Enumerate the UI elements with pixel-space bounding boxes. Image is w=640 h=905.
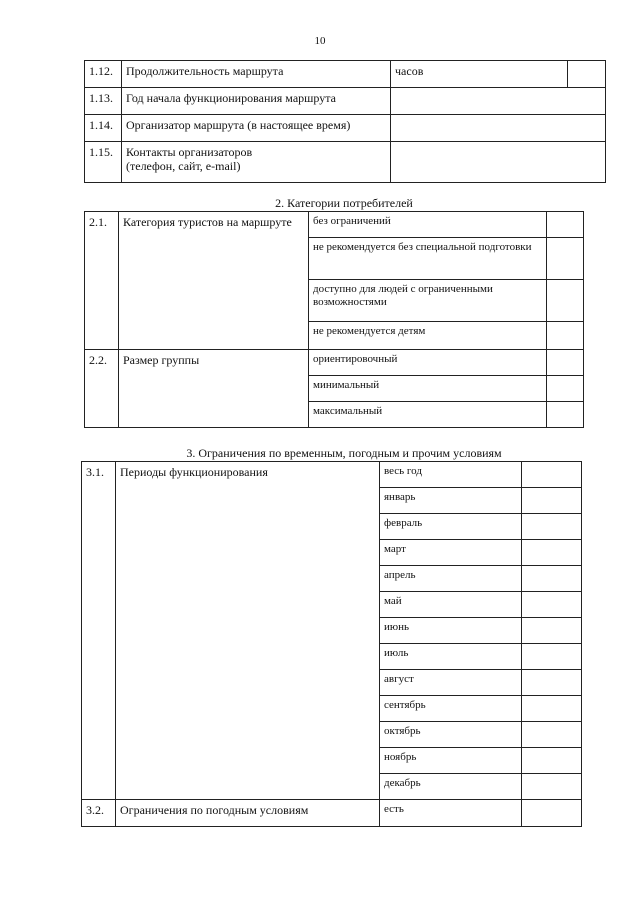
- table-row: [82, 800, 582, 827]
- row-number: 1.13.: [85, 88, 122, 115]
- route-info-table: [84, 60, 606, 183]
- option-checkbox[interactable]: [522, 696, 582, 722]
- option-label: доступно для людей с ограниченными возможностями: [309, 280, 547, 322]
- section-title: 3. Ограничения по временным, погодным и прочим условиям: [186, 446, 502, 460]
- table-row: [85, 115, 606, 142]
- table-row: [85, 350, 584, 376]
- option-checkbox[interactable]: [522, 644, 582, 670]
- option-label: минимальный: [309, 376, 547, 402]
- option-checkbox[interactable]: [547, 280, 584, 322]
- row-number: 3.1.: [82, 462, 116, 800]
- option-checkbox[interactable]: [522, 618, 582, 644]
- option-label: не рекомендуется детям: [309, 322, 547, 350]
- option-label: январь: [380, 488, 522, 514]
- row-number: 3.2.: [82, 800, 116, 827]
- option-checkbox[interactable]: [522, 566, 582, 592]
- option-label: весь год: [380, 462, 522, 488]
- option-checkbox[interactable]: [547, 212, 584, 238]
- option-checkbox[interactable]: [522, 514, 582, 540]
- option-checkbox[interactable]: [547, 376, 584, 402]
- option-label: март: [380, 540, 522, 566]
- row-value[interactable]: [391, 88, 606, 115]
- option-checkbox[interactable]: [522, 488, 582, 514]
- option-label: апрель: [380, 566, 522, 592]
- option-label: максимальный: [309, 402, 547, 428]
- row-number: 1.14.: [85, 115, 122, 142]
- row-label-line: Контакты организаторов: [126, 145, 253, 159]
- option-label: июль: [380, 644, 522, 670]
- section-title: 2. Категории потребителей: [275, 196, 413, 210]
- option-checkbox[interactable]: [522, 774, 582, 800]
- option-label: октябрь: [380, 722, 522, 748]
- option-label: ноябрь: [380, 748, 522, 774]
- option-checkbox[interactable]: [547, 238, 584, 280]
- row-value[interactable]: [391, 142, 606, 183]
- row-label: Размер группы: [119, 350, 309, 428]
- option-label: не рекомендуется без специальной подготовки: [309, 238, 547, 280]
- row-label: Продолжительность маршрута: [122, 61, 391, 88]
- table-row: [85, 212, 584, 238]
- row-label: Ограничения по погодным условиям: [116, 800, 380, 827]
- option-checkbox[interactable]: [522, 462, 582, 488]
- table-row: [85, 88, 606, 115]
- row-number: 2.2.: [85, 350, 119, 428]
- option-label: август: [380, 670, 522, 696]
- row-label-line: (телефон, сайт, e-mail): [126, 159, 241, 173]
- option-checkbox[interactable]: [522, 722, 582, 748]
- row-number: 1.15.: [85, 142, 122, 183]
- option-checkbox[interactable]: [547, 350, 584, 376]
- row-label: Год начала функционирования маршрута: [122, 88, 391, 115]
- option-checkbox[interactable]: [547, 402, 584, 428]
- option-checkbox[interactable]: [522, 540, 582, 566]
- restrictions-table: [81, 461, 582, 827]
- option-checkbox[interactable]: [547, 322, 584, 350]
- option-checkbox[interactable]: [522, 592, 582, 618]
- option-checkbox[interactable]: [522, 748, 582, 774]
- row-label: Категория туристов на маршруте: [119, 212, 309, 350]
- option-label: ориентировочный: [309, 350, 547, 376]
- row-label: Периоды функционирования: [116, 462, 380, 800]
- table-row: [82, 462, 582, 488]
- row-number: 1.12.: [85, 61, 122, 88]
- consumer-categories-table: [84, 211, 584, 428]
- option-label: май: [380, 592, 522, 618]
- option-label: сентябрь: [380, 696, 522, 722]
- option-label: февраль: [380, 514, 522, 540]
- option-label: июнь: [380, 618, 522, 644]
- row-label: Организатор маршрута (в настоящее время): [122, 115, 391, 142]
- table-row: [85, 61, 606, 88]
- option-label: декабрь: [380, 774, 522, 800]
- page-number: 10: [314, 35, 326, 47]
- option-label: без ограничений: [309, 212, 547, 238]
- row-number: 2.1.: [85, 212, 119, 350]
- option-label: есть: [380, 800, 522, 827]
- option-checkbox[interactable]: [522, 670, 582, 696]
- row-label: [122, 142, 391, 183]
- row-value[interactable]: [391, 115, 606, 142]
- option-checkbox[interactable]: [522, 800, 582, 827]
- table-row: [85, 142, 606, 183]
- value-cell[interactable]: [568, 61, 606, 88]
- row-value[interactable]: часов: [391, 61, 568, 88]
